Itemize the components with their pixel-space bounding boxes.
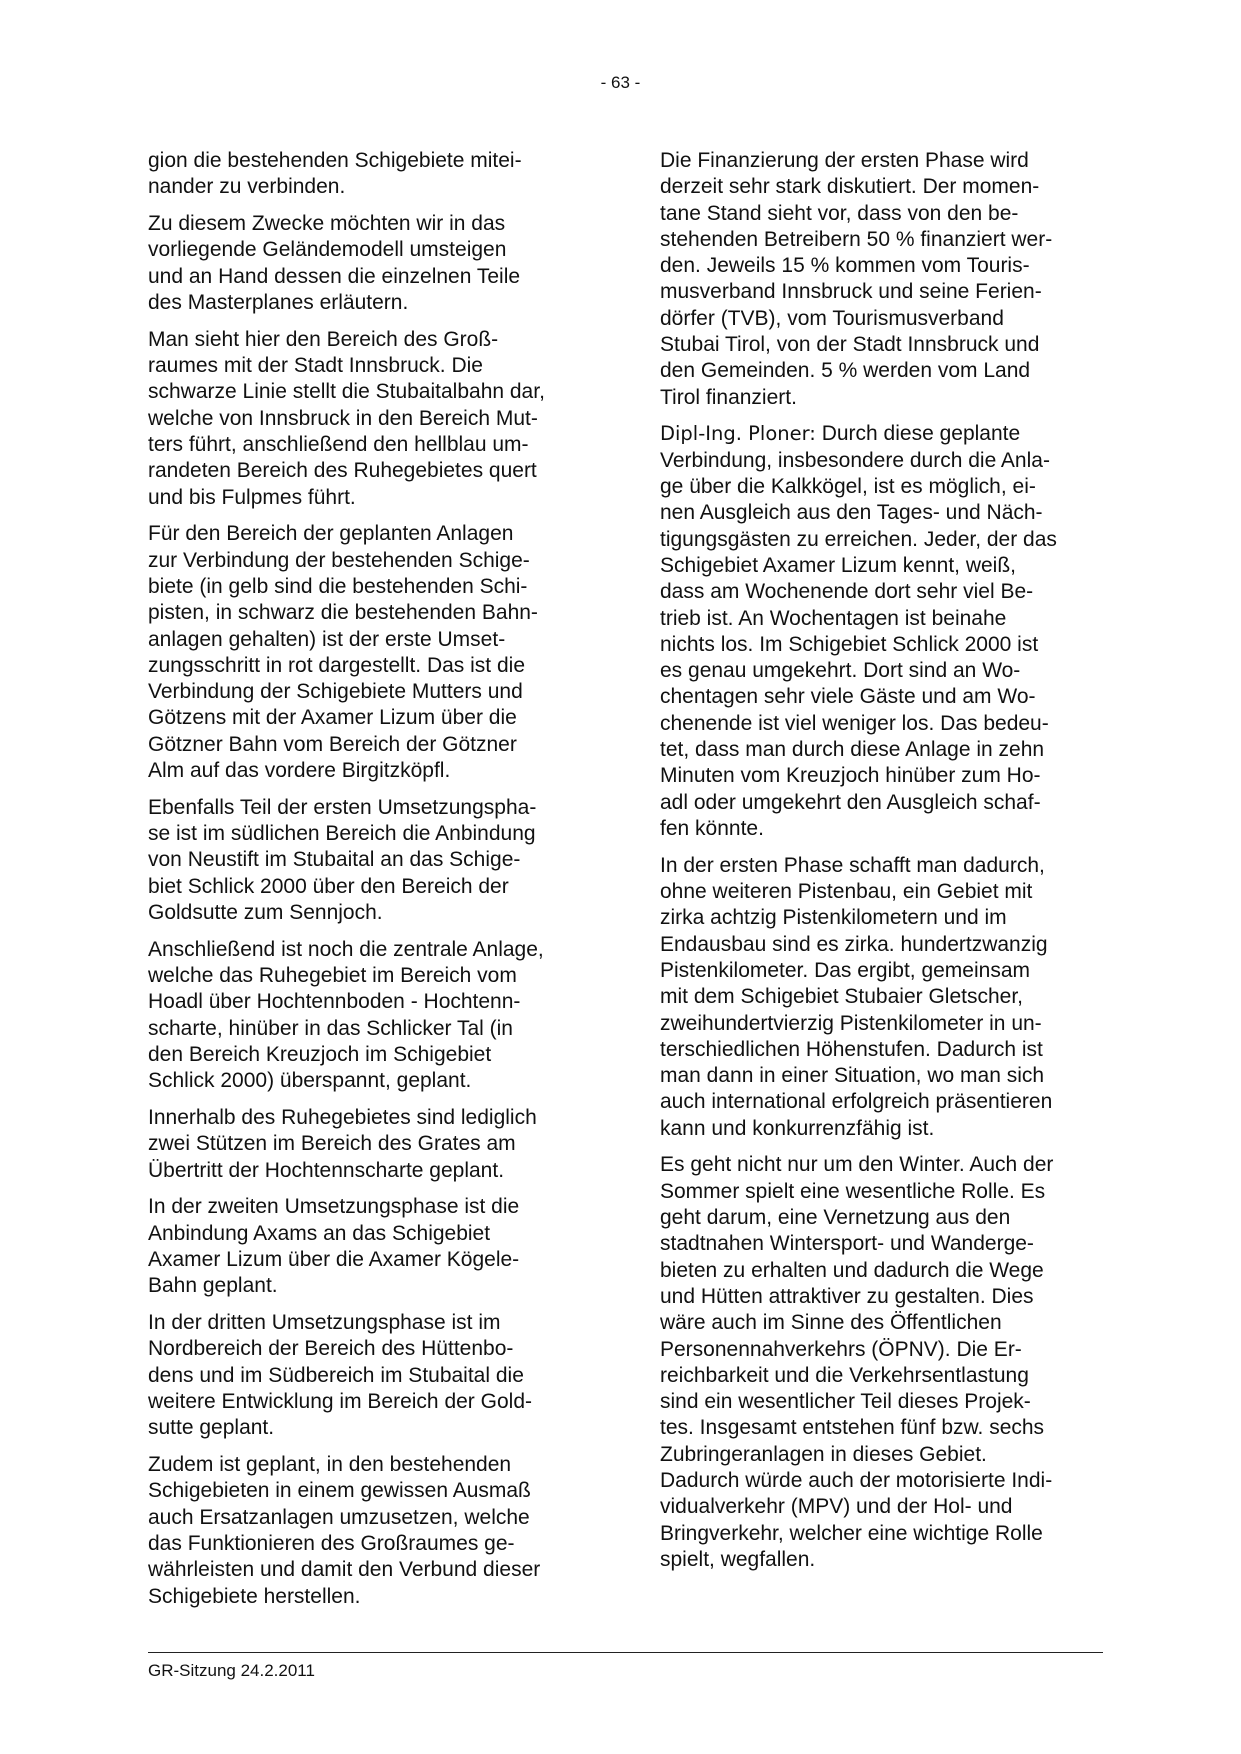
- speaker-text: Durch diese geplante Verbindung, insbesondere durch die Anla- ge über die Kalkkögel, ist es möglich, ei- nen Ausgleich aus den Tages- und Näch- tigungsgästen zu erreichen. Jeder, der das Schigebiet Axamer Lizum kennt, weiß, dass am Wochenende dort sehr viel Be- trieb ist. An Wochentagen ist beinahe nichts los. Im Schigebiet Schlick 2000 ist es genau umgekehrt. Dort sind an Wo- chentagen sehr viele Gäste und am Wo- chenende ist viel weniger los. Das bedeu- tet, dass man durch diese Anlage in zehn Minuten vom Kreuzjoch hinüber zum Ho- adl oder umgekehrt den Ausgleich schaf- fen könnte.: [660, 422, 1057, 840]
- footer-text: GR-Sitzung 24.2.2011: [148, 1661, 315, 1680]
- paragraph: gion die bestehenden Schigebiete mitei- nander zu verbinden.: [148, 149, 522, 199]
- paragraph: Zudem ist geplant, in den bestehenden Schigebieten in einem gewissen Ausmaß auch Ersatzanlagen umzusetzen, welche das Funktionieren des Großraumes ge- währleisten und damit den Verbund dieser Schigebiete herstellen.: [148, 1453, 541, 1608]
- page-number: - 63 -: [600, 73, 641, 92]
- paragraph: Anschließend ist noch die zentrale Anlage, welche das Ruhegebiet im Bereich vom Hoadl über Hochtennboden - Hochtenn- scharte, hinüber in das Schlicker Tal (in den Bereich Kreuzjoch im Schigebiet Schlick 2000) überspannt, geplant.: [148, 937, 544, 1093]
- speaker-paragraph: [660, 421, 1100, 842]
- paragraph: In der ersten Phase schafft man dadurch, ohne weiteren Pistenbau, ein Gebiet mit zirka achtzig Pistenkilometern und im Endausbau sind es zirka. hundertzwanzig Pistenkilometer. Das ergibt, gemeinsam mit dem Schigebiet Stubaier Gletscher, zweihundertvierzig Pistenkilometer in un- terschiedlichen Höhenstufen. Dadurch ist man dann in einer Situation, wo man sich auch international erfolgreich präsentieren kann und konkurrenzfähig ist.: [660, 853, 1053, 1140]
- paragraph: In der zweiten Umsetzungsphase ist die Anbindung Axams an das Schigebiet Axamer Lizum über die Axamer Kögele- Bahn geplant.: [148, 1195, 520, 1298]
- paragraph: Man sieht hier den Bereich des Groß- raumes mit der Stadt Innsbruck. Die schwarze Linie stellt die Stubaitalbahn dar, welche von Innsbruck in den Bereich Mut- ters führt, anschließend den hellblau um- randeten Bereich des Ruhegebietes quert und bis Fulpmes führt.: [148, 327, 545, 509]
- speaker-name: Dipl-Ing. Ploner:: [660, 422, 816, 446]
- left-column: [148, 148, 588, 1620]
- paragraph: Für den Bereich der geplanten Anlagen zur Verbindung der bestehenden Schige- biete (in gelb sind die bestehenden Schi- pisten, in schwarz die bestehenden Bahn- anlagen gehalten) ist der erste Umset- zungsschritt in rot dargestellt. Das ist die Verbindung der Schigebiete Mutters und Götzens mit der Axamer Lizum über die Götzner Bahn vom Bereich der Götzner Alm auf das vordere Birgitzköpfl.: [148, 522, 538, 783]
- paragraph: Die Finanzierung der ersten Phase wird derzeit sehr stark diskutiert. Der momen- tane Stand sieht vor, dass von den be- stehenden Betreibern 50 % finanziert wer- den. Jeweils 15 % kommen vom Touris- musverband Innsbruck und seine Ferien- dörfer (TVB), vom Tourismusverband Stubai Tirol, von der Stadt Innsbruck und den Gemeinden. 5 % werden vom Land Tirol finanziert.: [660, 149, 1053, 409]
- footer-divider: [148, 1652, 1103, 1653]
- paragraph: Ebenfalls Teil der ersten Umsetzungspha- se ist im südlichen Bereich die Anbindung von Neustift im Stubaital an das Schige- biet Schlick 2000 über den Bereich der Goldsutte zum Sennjoch.: [148, 795, 537, 925]
- paragraph: Zu diesem Zwecke möchten wir in das vorliegende Geländemodell umsteigen und an Hand dessen die einzelnen Teile des Masterplanes erläutern.: [148, 212, 521, 314]
- right-column: [660, 148, 1100, 1584]
- paragraph: Es geht nicht nur um den Winter. Auch der Sommer spielt eine wesentliche Rolle. Es geht darum, eine Vernetzung aus den stadtnahen Wintersport- und Wanderge- bieten zu erhalten und dadurch die Wege und Hütten attraktiver zu gestalten. Dies wäre auch im Sinne des Öffentlichen Personennahverkehrs (ÖPNV). Die Er- reichbarkeit und die Verkehrsentlastung sind ein wesentlicher Teil dieses Projek- tes. Insgesamt entstehen fünf bzw. sechs Zubringeranlagen in dieses Gebiet. Dadurch würde auch der motorisierte Indi- vidualverkehr (MPV) und der Hol- und Bringverkehr, welcher eine wichtige Rolle spielt, wegfallen.: [660, 1153, 1054, 1571]
- paragraph: Innerhalb des Ruhegebietes sind lediglich zwei Stützen im Bereich des Grates am Übertritt der Hochtennscharte geplant.: [148, 1106, 537, 1182]
- paragraph: In der dritten Umsetzungsphase ist im Nordbereich der Bereich des Hüttenbo- dens und im Südbereich im Stubaital die weitere Entwicklung im Bereich der Gold- sutte geplant.: [148, 1311, 532, 1440]
